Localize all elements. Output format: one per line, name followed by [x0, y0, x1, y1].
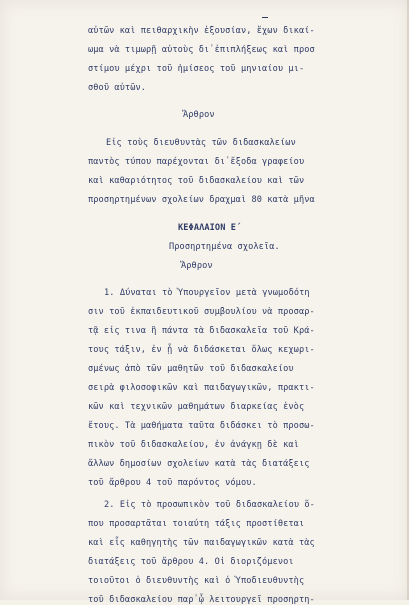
text-line: ωμα νὰ τιμωρῇ αὐτοὺς δι᾽ἐπιπλήξεως καὶ προσ [88, 45, 315, 55]
text-line: σμένως ἀπὸ τῶν μαθητῶν τοῦ διδασκαλείου [88, 364, 294, 374]
article-heading: Ἄρθρον [181, 261, 213, 271]
text-line: καὶ εἷς καθηγητὴς τῶν παιδαγωγικῶν κατὰ τὰς [88, 538, 315, 548]
text-line: τοῦ διδασκαλείου παρ᾽ᾧ λειτουργεῖ προσηρτη- [88, 595, 315, 605]
text-line: Εἰς τοὺς διευθυντὰς τῶν διδασκαλείων [106, 138, 296, 148]
text-line: τοῦ ἄρθρου 4 τοῦ παρόντος νόμου. [88, 478, 257, 488]
article-heading: Ἄρθρον [183, 110, 215, 120]
text-line: καὶ καθαριότητος τοῦ διδασκαλείου καὶ τῶν [88, 176, 305, 186]
text-line: σιν τοῦ ἐκπαιδευτικοῦ συμβουλίου νὰ προσαρ- [88, 307, 315, 317]
text-line: που προσαρτᾶται τοιαύτη τάξις προστίθεται [88, 519, 305, 529]
text-line: σθοῦ αὐτῶν. [88, 83, 147, 93]
text-line: τους τάξιν, ἐν ᾗ νὰ διδάσκεται ὅλως κεχωρι- [88, 345, 315, 355]
chapter-subtitle: Προσηρτημένα σχολεῖα. [169, 242, 280, 252]
text-line: προσηρτημένων σχολείων δραχμαὶ 80 κατὰ μῆνα [88, 195, 315, 205]
chapter-heading: ΚΕΦΑΛΑΙΟΝ Ε΄ [178, 223, 242, 233]
top-mark [262, 17, 268, 18]
text-line: πικὸν τοῦ διδασκαλείου, ἐν ἀνάγκῃ δὲ καὶ [88, 440, 299, 450]
text-line: τοιοῦτοι ὁ διευθυντὴς καὶ ὁ Ὑποδιευθυντὴς [88, 576, 305, 586]
text-line: παντὸς τύπου παρέχονται δι᾽ἔξοδα γραφείου [88, 157, 305, 167]
text-line: ἄλλων δημοσίων σχολείων κατὰ τὰς διατάξεις [88, 459, 310, 469]
text-line: σειρὰ φιλοσοφικῶν καὶ παιδαγωγικῶν, πρακτι- [88, 383, 315, 393]
text-line: αὐτῶν καὶ πειθαρχικὴν ἐξουσίαν, ἔχων δικαί- [88, 26, 315, 36]
text-line: τᾷ εἰς τινα ἢ πάντα τὰ διδασκαλεῖα τοῦ Κρά- [88, 326, 315, 336]
text-line: 1. Δύναται τὸ Ὑπουργεῖον μετὰ γνωμοδότη [104, 288, 310, 298]
text-line: στίμου μέχρι τοῦ ἡμίσεος τοῦ μηνιαίου μι- [88, 64, 305, 74]
text-line: ἔτους. Τὰ μαθήματα ταῦτα διδάσκει τὸ προσω- [88, 421, 315, 431]
text-line: 2. Εἰς τὸ προσωπικὸν τοῦ διδασκαλείου ὅ- [104, 500, 315, 510]
text-line: κῶν καὶ τεχνικῶν μαθημάτων διαρκείας ἑνὸς [88, 402, 305, 412]
text-line: διατάξεις τοῦ ἄρθρου 4. Οἱ διοριζόμενοι [88, 557, 294, 567]
